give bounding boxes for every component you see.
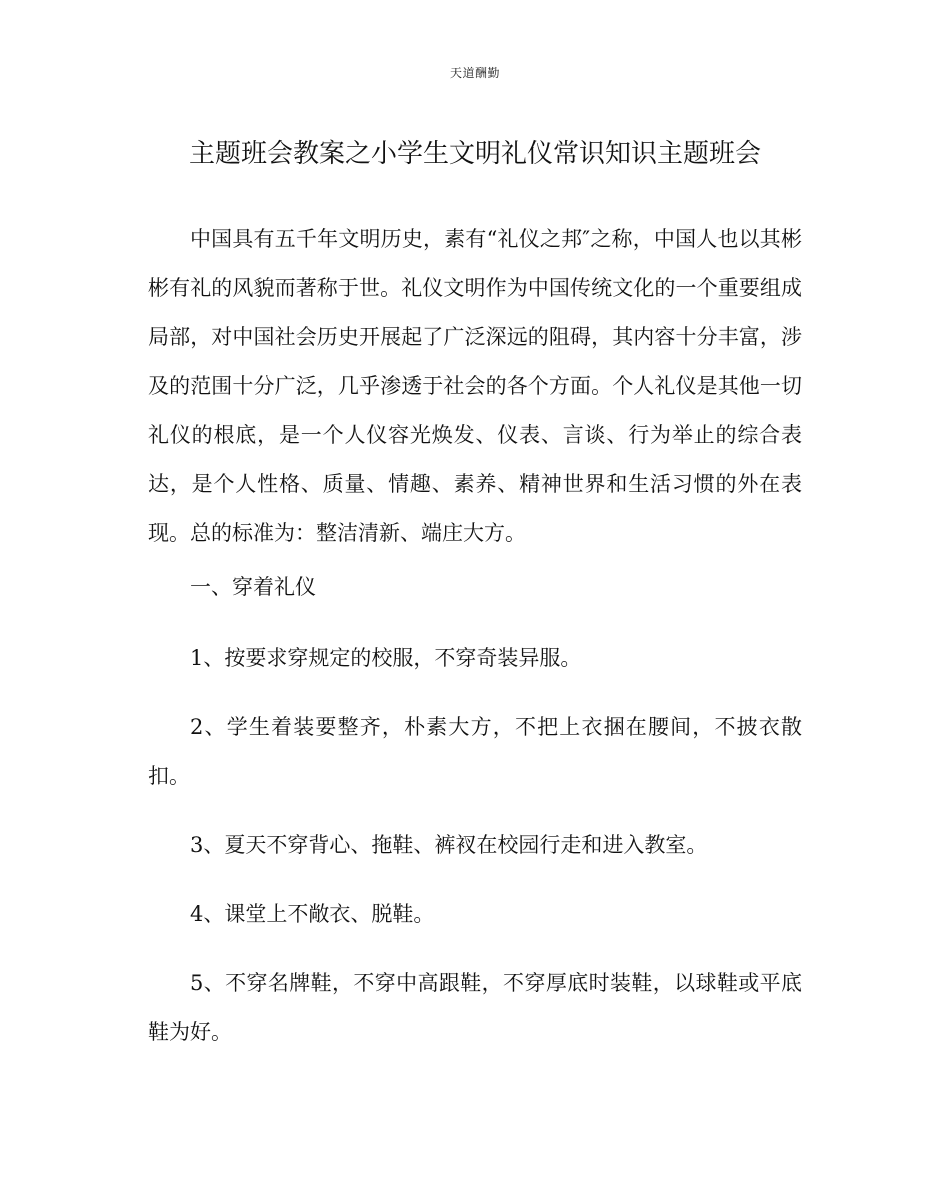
section-heading: 一、穿着礼仪 xyxy=(190,575,316,599)
intro-paragraph: 中国具有五千年文明历史，素有“礼仪之邦″之称，中国人也以其彬彬有礼的风貌而著称于世。礼仪文明作为中国传统文化的一个重要组成局部，对中国社会历史开展起了广泛深远的阻碍，其内容十分丰富，涉及的范围十分广泛，几乎渗透于社会的各个方面。个人礼仪是其他一切礼仪的根底，是一个人仪容光焕发、仪表、言谈、行为举止的综合表达，是个人性格、质量、情趣、素养、精神世界和生活习惯的外在表现。总的标准为：整洁清新、端庄大方。 xyxy=(148,227,802,545)
document-body xyxy=(148,215,802,1057)
rule-item: 2、学生着装要整齐，朴素大方，不把上衣捆在腰间，不披衣散扣。 xyxy=(148,715,802,788)
rule-item: 5、不穿名牌鞋，不穿中高跟鞋，不穿厚底时装鞋，以球鞋或平底鞋为好。 xyxy=(148,971,802,1044)
document-title: 主题班会教案之小学生文明礼仪常识知识主题班会 xyxy=(188,139,761,169)
page-header: 天道酬勤 xyxy=(449,66,500,80)
rule-item: 3、夏天不穿背心、拖鞋、裤衩在校园行走和进入教室。 xyxy=(190,833,708,857)
rule-item: 4、课堂上不敞衣、脱鞋。 xyxy=(190,902,435,926)
rule-item: 1、按要求穿规定的校服，不穿奇装异服。 xyxy=(190,646,582,670)
